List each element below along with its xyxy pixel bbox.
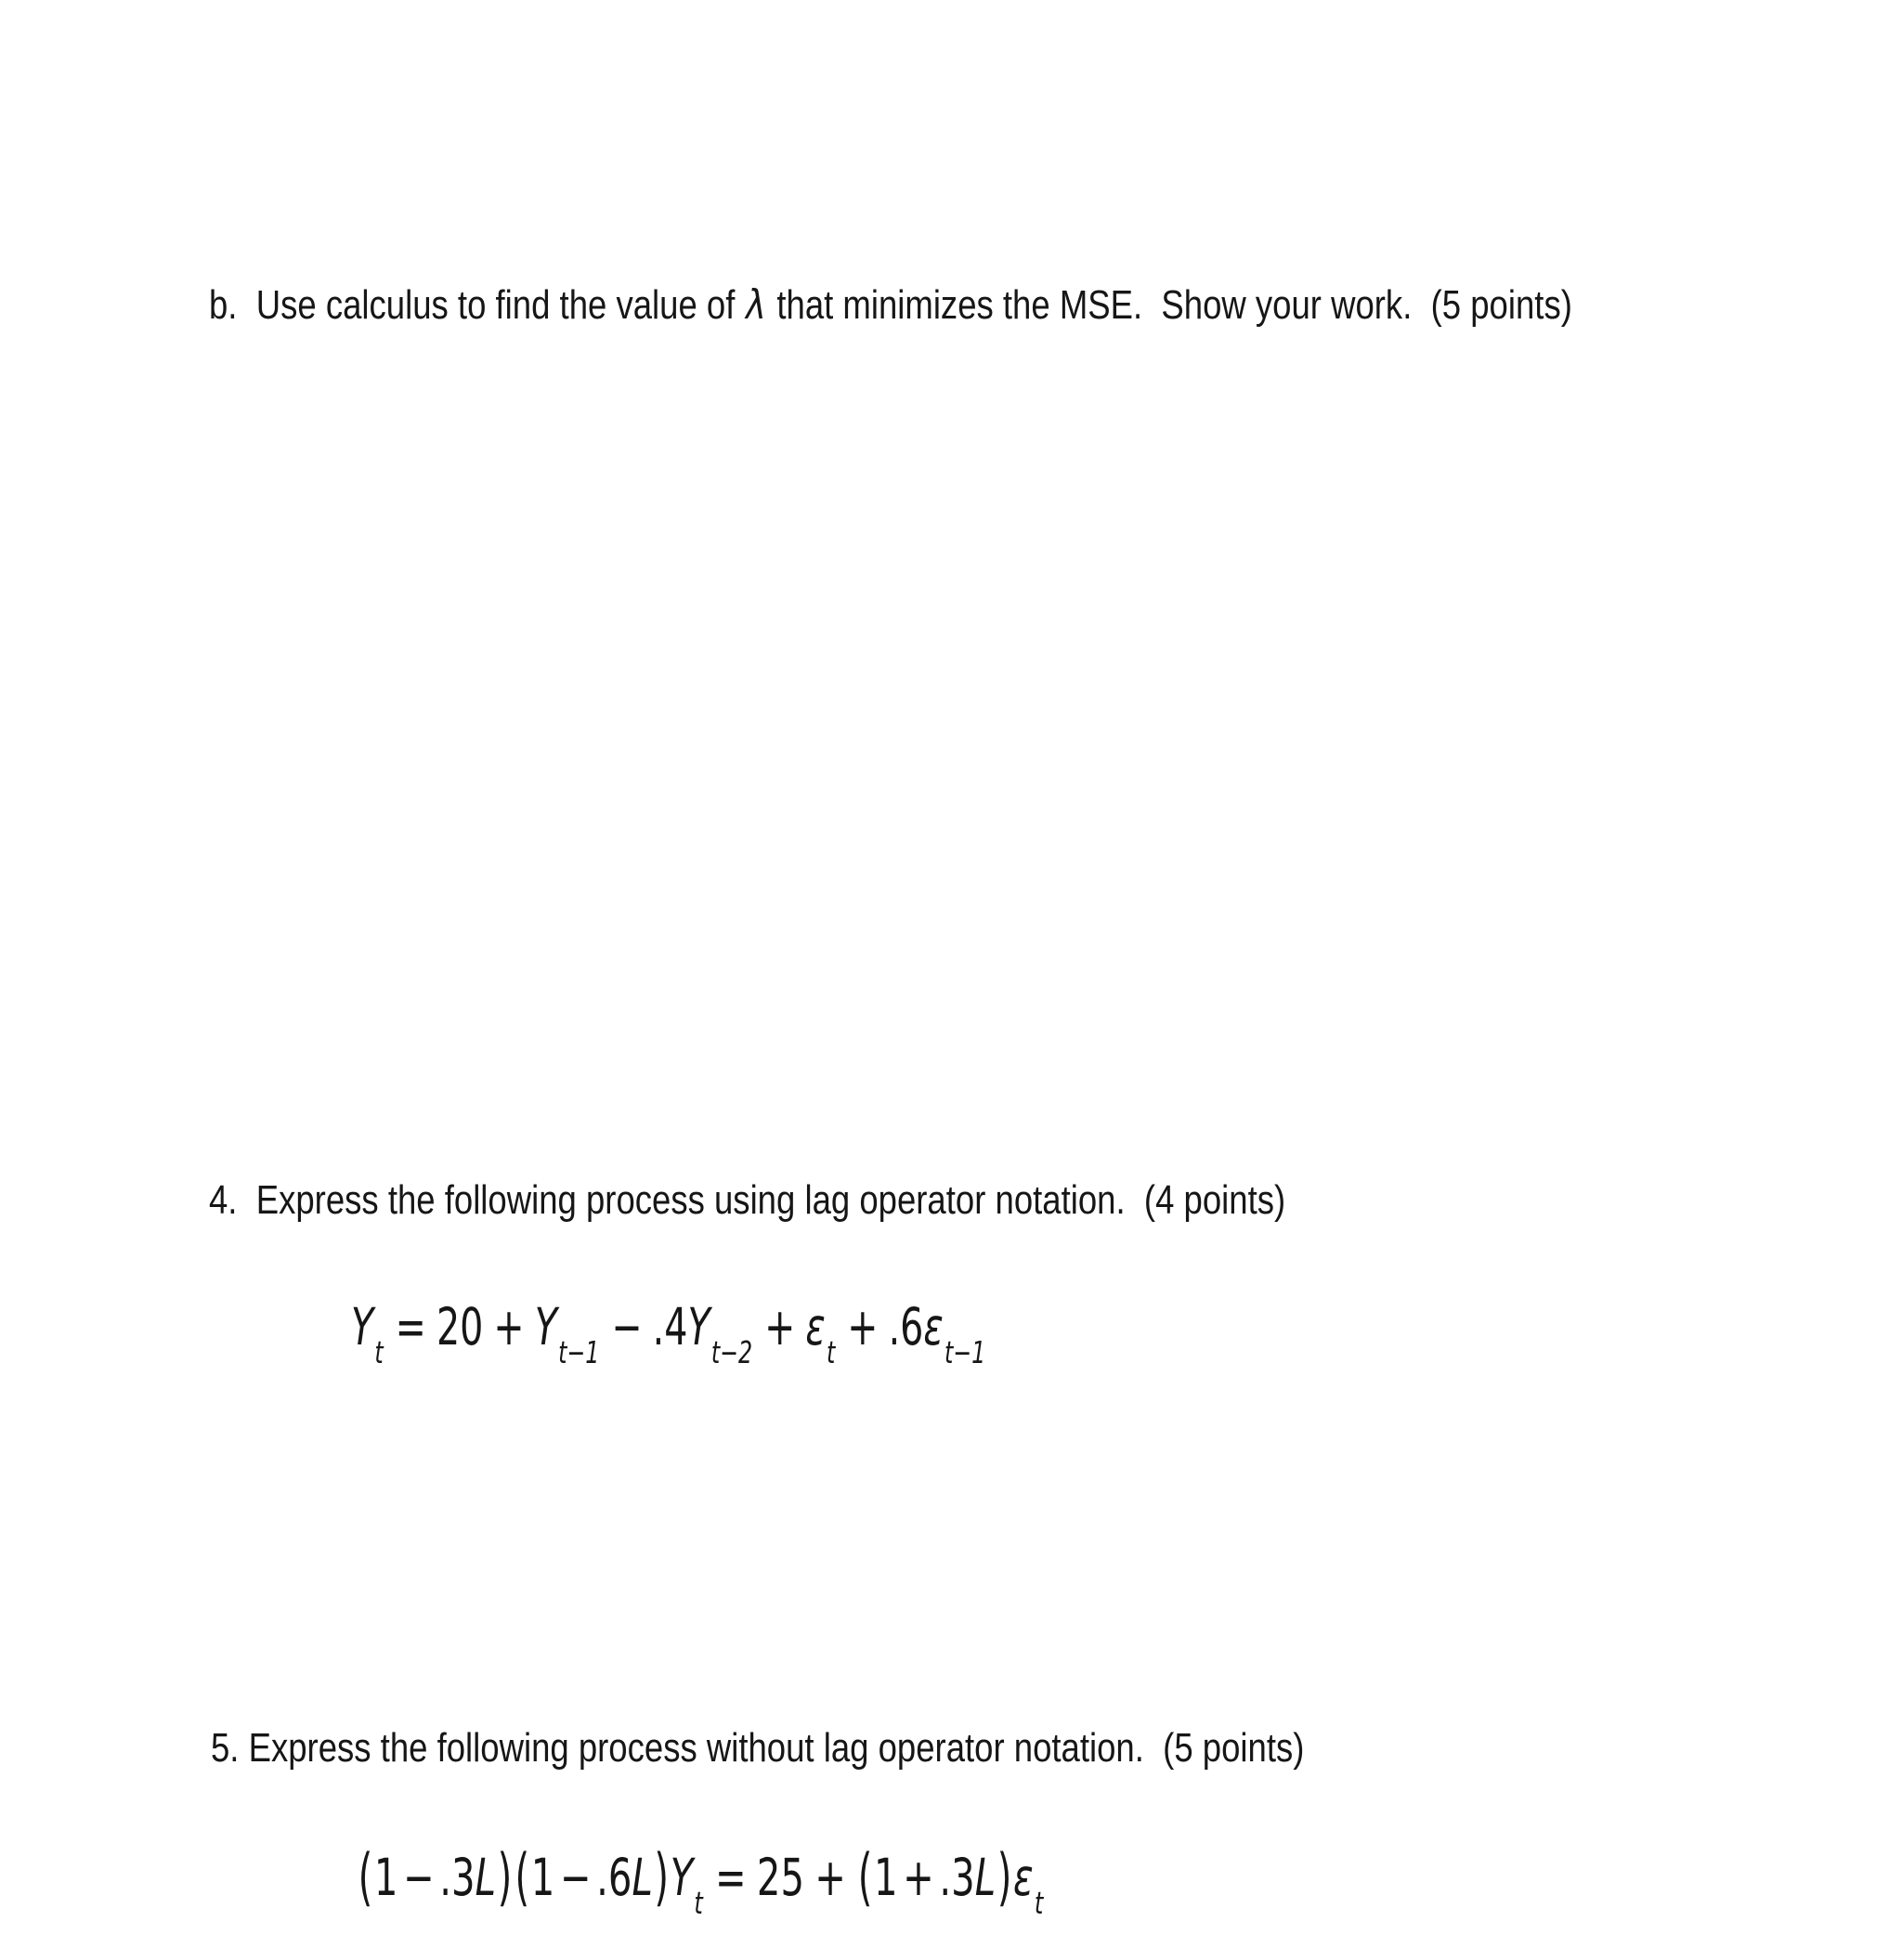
math-operator: =	[395, 1297, 426, 1356]
math-paren: )	[654, 1840, 670, 1914]
math-num: 25	[756, 1848, 805, 1907]
math-subscript: t−1	[558, 1334, 600, 1371]
math-num: .4	[652, 1297, 688, 1356]
math-num: .3	[939, 1848, 975, 1907]
math-var: L	[632, 1848, 653, 1907]
math-num: 1	[874, 1848, 898, 1907]
question-b-prefix: b. Use calculus to find the value of	[209, 282, 736, 328]
math-operator: +	[903, 1848, 934, 1907]
math-operator: +	[847, 1297, 879, 1356]
math-paren: (	[358, 1840, 373, 1914]
question-4-heading: 4. Express the following process using lag operator notation. (4 points)	[209, 1177, 1286, 1223]
math-var: ε	[1012, 1848, 1034, 1907]
math-operator: =	[715, 1848, 747, 1907]
math-paren: )	[997, 1840, 1012, 1914]
math-num: 1	[530, 1848, 555, 1907]
question-5-heading: 5. Express the following process without lag operator notation. (5 points)	[211, 1725, 1305, 1771]
math-subscript: t	[374, 1334, 384, 1371]
math-operator: −	[403, 1848, 435, 1907]
math-subscript: t	[1034, 1885, 1044, 1922]
math-var: Y	[534, 1297, 557, 1356]
equation-4	[351, 1297, 987, 1371]
math-num: .6	[596, 1848, 632, 1907]
math-subscript: t	[694, 1885, 703, 1922]
math-var: L	[974, 1848, 997, 1907]
question-b-suffix: that minimizes the MSE. Show your work. (5 points)	[776, 282, 1572, 328]
math-operator: −	[611, 1297, 643, 1356]
math-num: .3	[439, 1848, 476, 1907]
math-num: .6	[888, 1297, 924, 1356]
math-var: Y	[351, 1297, 374, 1356]
math-operator: −	[559, 1848, 592, 1907]
math-subscript: t−1	[944, 1334, 986, 1371]
equation-5	[357, 1840, 1045, 1922]
lambda-symbol: λ	[746, 281, 766, 329]
math-var: Y	[670, 1848, 694, 1907]
math-subscript: t−2	[710, 1334, 753, 1371]
math-var: L	[475, 1848, 496, 1907]
math-subscript: t	[827, 1334, 836, 1371]
math-num: 1	[373, 1848, 398, 1907]
math-operator: +	[764, 1297, 796, 1356]
math-var: ε	[923, 1297, 944, 1356]
math-paren: (	[515, 1840, 530, 1914]
math-var: Y	[687, 1297, 710, 1356]
math-operator: +	[814, 1848, 846, 1907]
math-var: ε	[805, 1297, 826, 1356]
math-paren: )	[497, 1840, 513, 1914]
math-num: 20	[436, 1297, 484, 1356]
math-paren: (	[857, 1840, 873, 1914]
math-operator: +	[493, 1297, 525, 1356]
question-b-line	[209, 281, 1572, 330]
